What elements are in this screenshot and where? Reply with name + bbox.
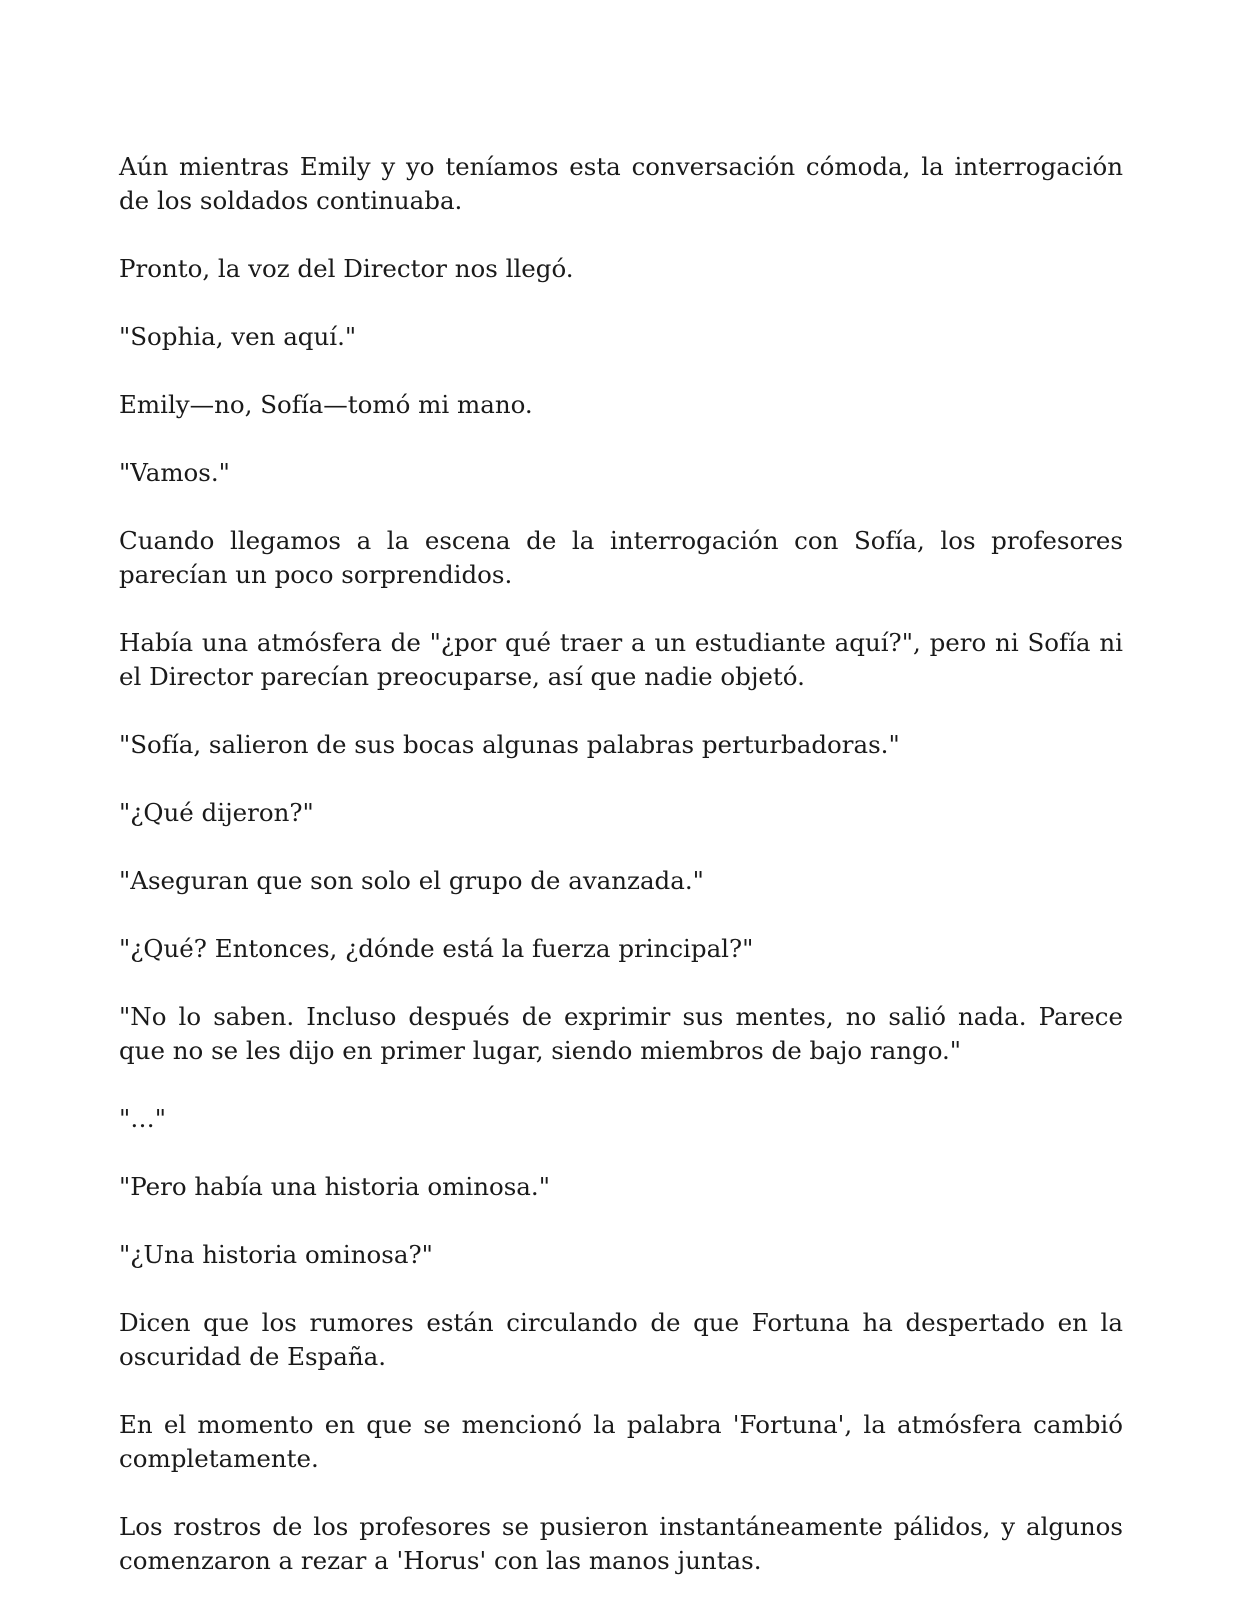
paragraph-7: Había una atmósfera de "¿por qué traer a un estudiante aquí?", pero ni Sofía ni el Director parecían preocuparse, así que nadie objetó. bbox=[119, 628, 1123, 691]
document-page bbox=[119, 150, 1123, 1612]
paragraph-16: Dicen que los rumores están circulando de que Fortuna ha despertado en la oscuridad de España. bbox=[119, 1308, 1123, 1371]
paragraph-5: "Vamos." bbox=[119, 458, 230, 487]
paragraph-10: "Aseguran que son solo el grupo de avanzada." bbox=[119, 866, 704, 895]
paragraph-8: "Sofía, salieron de sus bocas algunas palabras perturbadoras." bbox=[119, 730, 900, 759]
paragraph-9: "¿Qué dijeron?" bbox=[119, 798, 314, 827]
paragraph-15: "¿Una historia ominosa?" bbox=[119, 1240, 433, 1269]
paragraph-13: "…" bbox=[119, 1104, 167, 1133]
paragraph-2: Pronto, la voz del Director nos llegó. bbox=[119, 254, 574, 283]
paragraph-14: "Pero había una historia ominosa." bbox=[119, 1172, 550, 1201]
paragraph-4: Emily—no, Sofía—tomó mi mano. bbox=[119, 390, 533, 419]
paragraph-6: Cuando llegamos a la escena de la interrogación con Sofía, los profesores parecían un poco sorprendidos. bbox=[119, 526, 1123, 589]
paragraph-3: "Sophia, ven aquí." bbox=[119, 322, 357, 351]
paragraph-1: Aún mientras Emily y yo teníamos esta conversación cómoda, la interrogación de los soldados continuaba. bbox=[119, 152, 1123, 215]
paragraph-18: Los rostros de los profesores se pusieron instantáneamente pálidos, y algunos comenzaron a rezar a 'Horus' con las manos juntas. bbox=[119, 1512, 1123, 1575]
paragraph-12: "No lo saben. Incluso después de exprimir sus mentes, no salió nada. Parece que no se les dijo en primer lugar, siendo miembros de bajo rango." bbox=[119, 1002, 1123, 1065]
paragraph-17: En el momento en que se mencionó la palabra 'Fortuna', la atmósfera cambió completamente. bbox=[119, 1410, 1123, 1473]
paragraph-11: "¿Qué? Entonces, ¿dónde está la fuerza principal?" bbox=[119, 934, 754, 963]
